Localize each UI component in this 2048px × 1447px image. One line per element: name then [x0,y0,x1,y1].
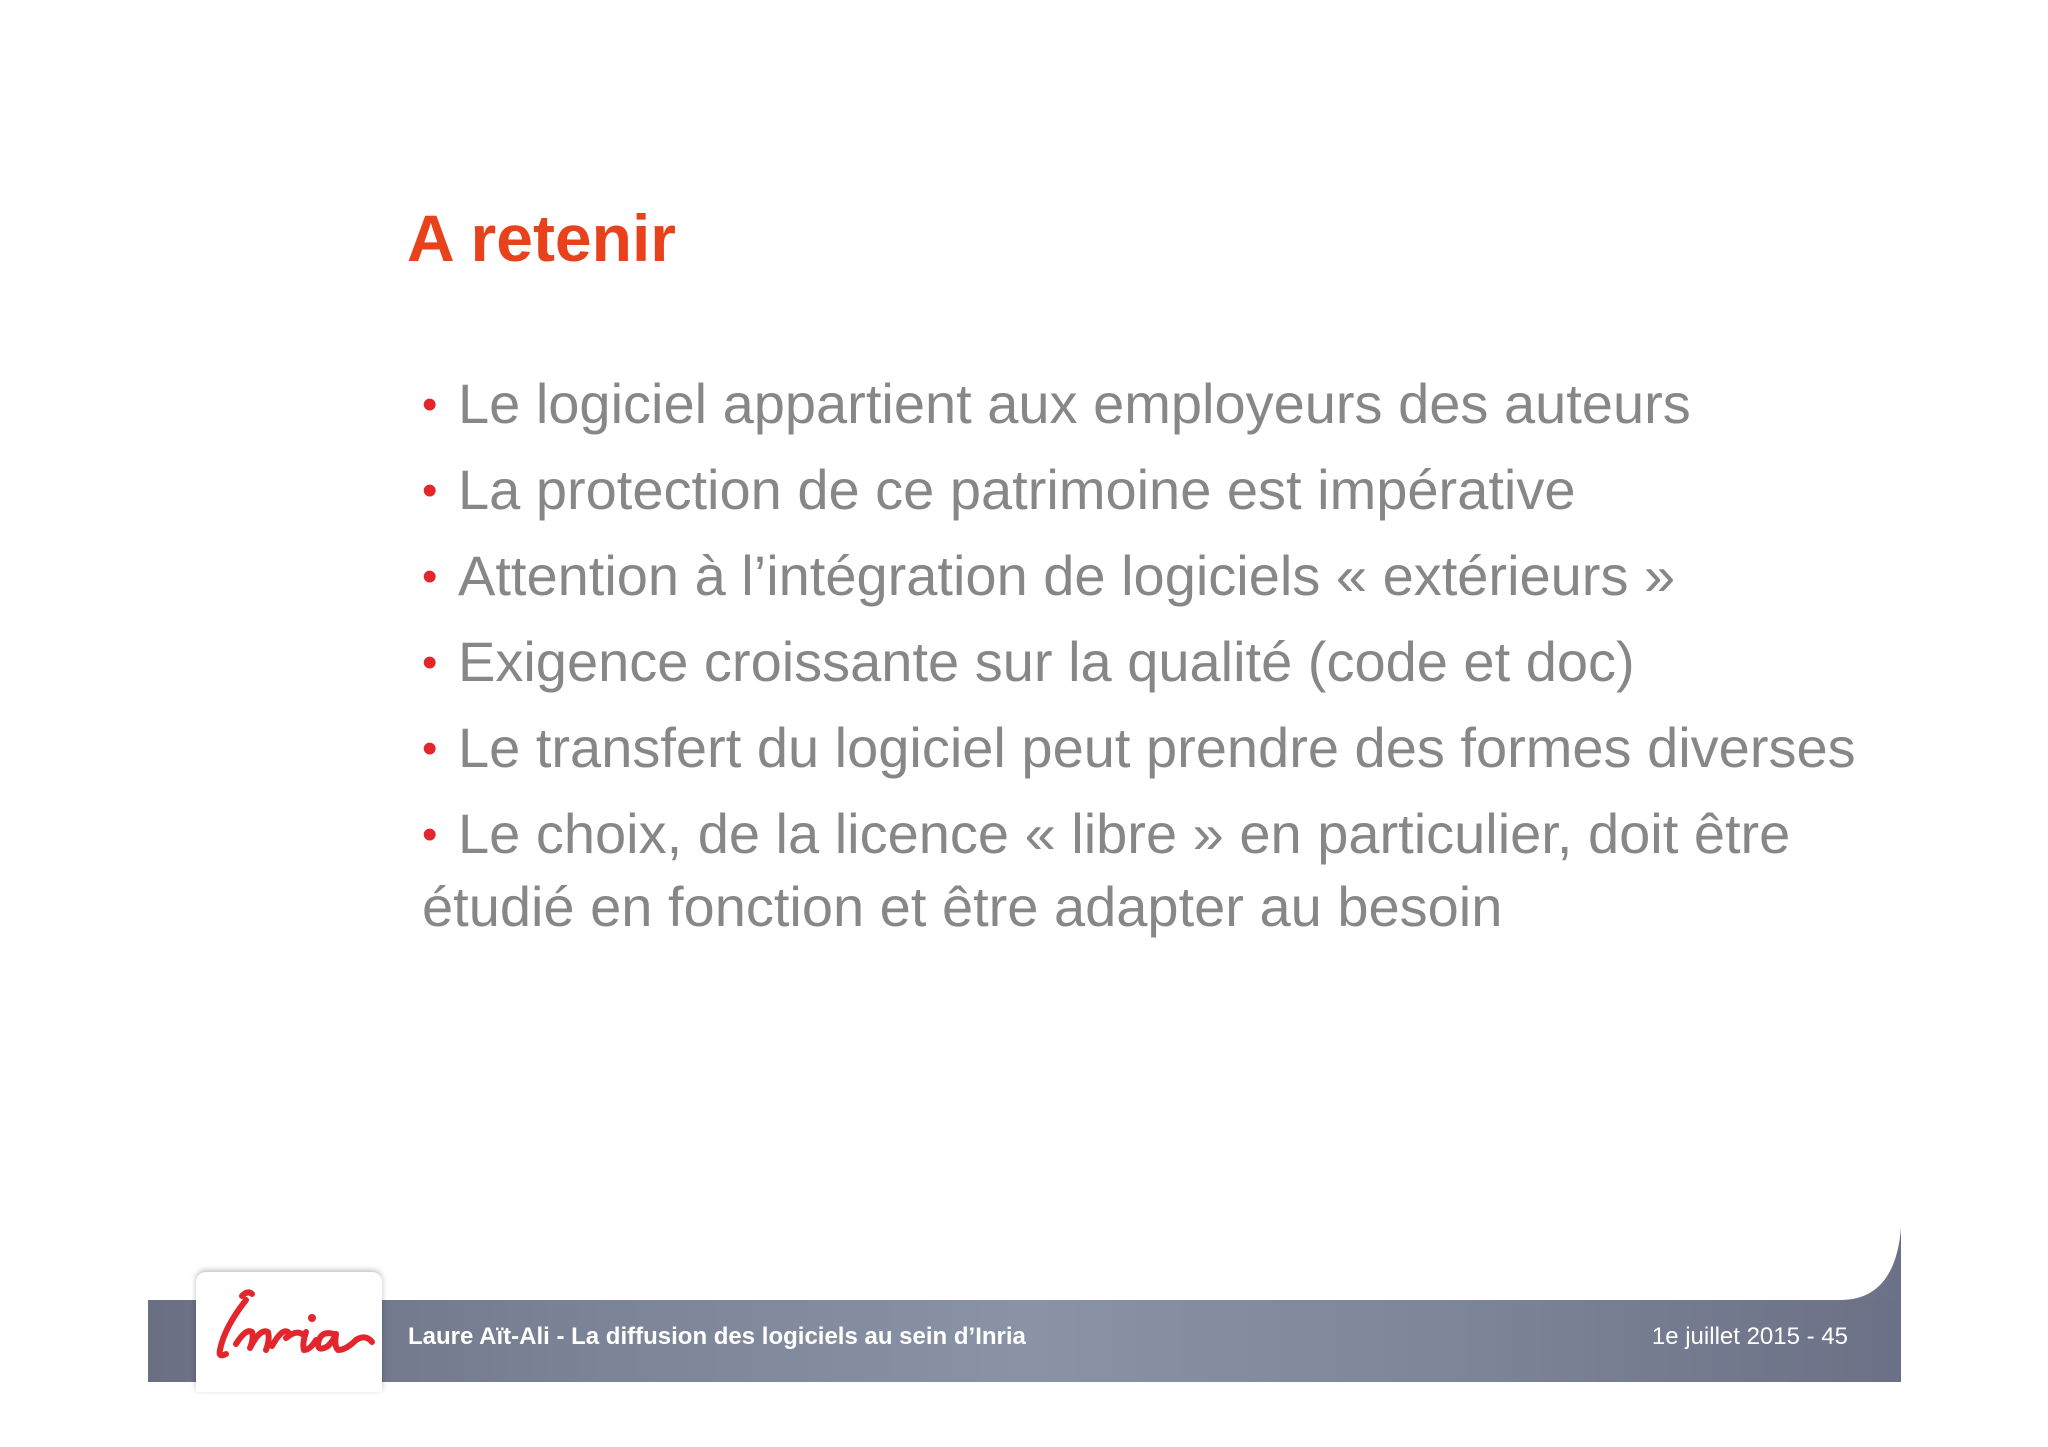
list-item [422,368,1902,441]
bullet-icon: • [422,466,438,515]
footer-date-page: 1e juillet 2015 - 45 [1651,1323,1848,1350]
bullet-icon: • [422,810,438,859]
logo-container [196,1272,382,1392]
list-item [422,540,1902,613]
bullet-list [422,368,1902,956]
bullet-text: Le logiciel appartient aux employeurs des auteurs [458,372,1691,435]
footer-presenter-title: Laure Aït-Ali - La diffusion des logiciels au sein d’Inria [408,1323,1026,1350]
bullet-text: Exigence croissante sur la qualité (code et doc) [458,630,1635,693]
bullet-text: Attention à l’intégration de logiciels « extérieurs » [458,544,1676,607]
list-item [422,798,1902,943]
bullet-icon: • [422,638,438,687]
list-item [422,454,1902,527]
list-item [422,626,1902,699]
inria-logo-icon [206,1288,376,1368]
slide-title: A retenir [407,201,676,275]
bullet-text: Le choix, de la licence « libre » en particulier, doit être étudié en fonction et être adapter au besoin [422,802,1791,938]
bullet-icon: • [422,552,438,601]
bullet-text: Le transfert du logiciel peut prendre des formes diverses [458,716,1856,779]
bullet-text: La protection de ce patrimoine est impérative [458,458,1576,521]
bullet-icon: • [422,380,438,429]
list-item [422,712,1902,785]
bullet-icon: • [422,724,438,773]
